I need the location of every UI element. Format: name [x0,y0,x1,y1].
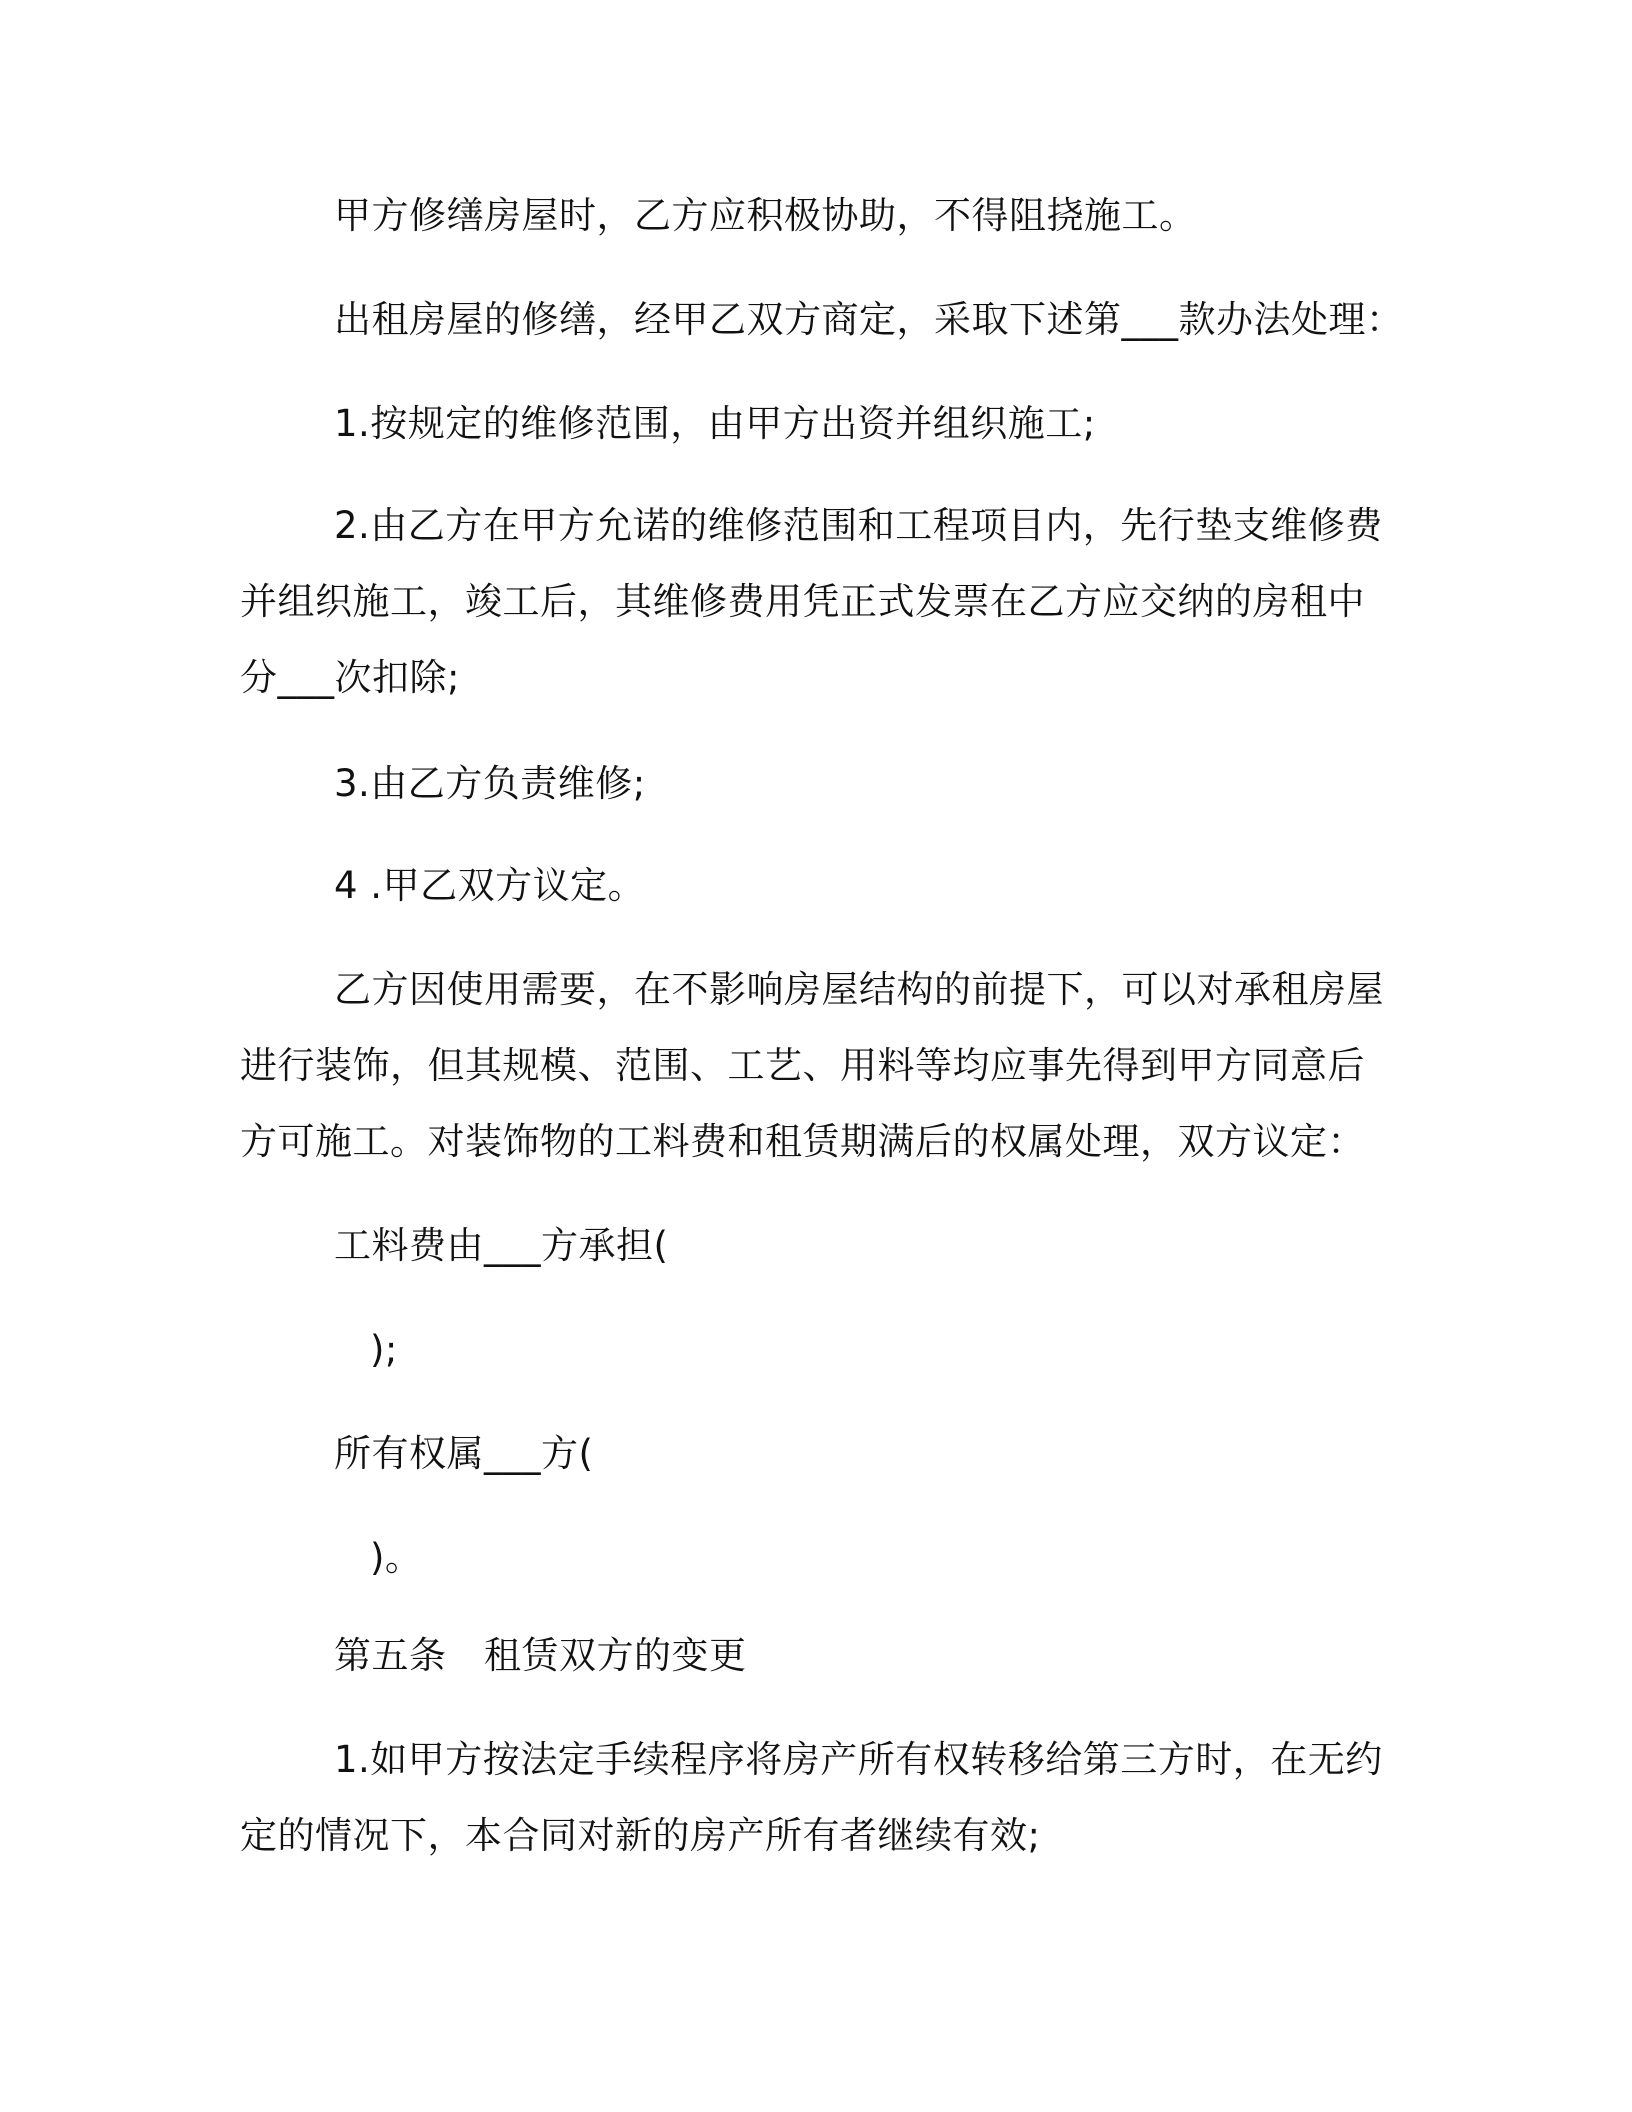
paragraph-line: 甲方修缮房屋时，乙方应积极协助，不得阻挠施工。 [334,194,1197,237]
paragraph-line: )。 [370,1536,423,1579]
paragraph-line: ); [370,1328,398,1371]
paragraph-line: 所有权属___方( [334,1432,594,1475]
paragraph-line: 工料费由___方承担( [334,1224,669,1267]
paragraph-line: 方可施工。对装饰物的工料费和租赁期满后的权属处理，双方议定： [240,1120,1365,1163]
list-item: 1.如甲方按法定手续程序将房产所有权转移给第三方时，在无约 [334,1738,1383,1781]
list-item: 3.由乙方负责维修; [334,762,646,805]
paragraph-line: 乙方因使用需要，在不影响房屋结构的前提下，可以对承租房屋 [334,968,1384,1011]
list-item: 1.按规定的维修范围，由甲方出资并组织施工; [334,402,1096,445]
paragraph-line: 进行装饰，但其规模、范围、工艺、用料等均应事先得到甲方同意后 [240,1044,1365,1087]
paragraph-line: 定的情况下，本合同对新的房产所有者继续有效; [240,1814,1041,1857]
paragraph-line: 分___次扣除; [240,656,460,699]
paragraph-line: 出租房屋的修缮，经甲乙双方商定，采取下述第___款办法处理： [334,298,1404,341]
paragraph-line: 并组织施工，竣工后，其维修费用凭正式发票在乙方应交纳的房租中 [240,580,1365,623]
list-item: 4 .甲乙双方议定。 [334,864,646,907]
section-heading: 第五条 租赁双方的变更 [334,1634,747,1677]
list-item: 2.由乙方在甲方允诺的维修范围和工程项目内，先行垫支维修费 [334,504,1383,547]
